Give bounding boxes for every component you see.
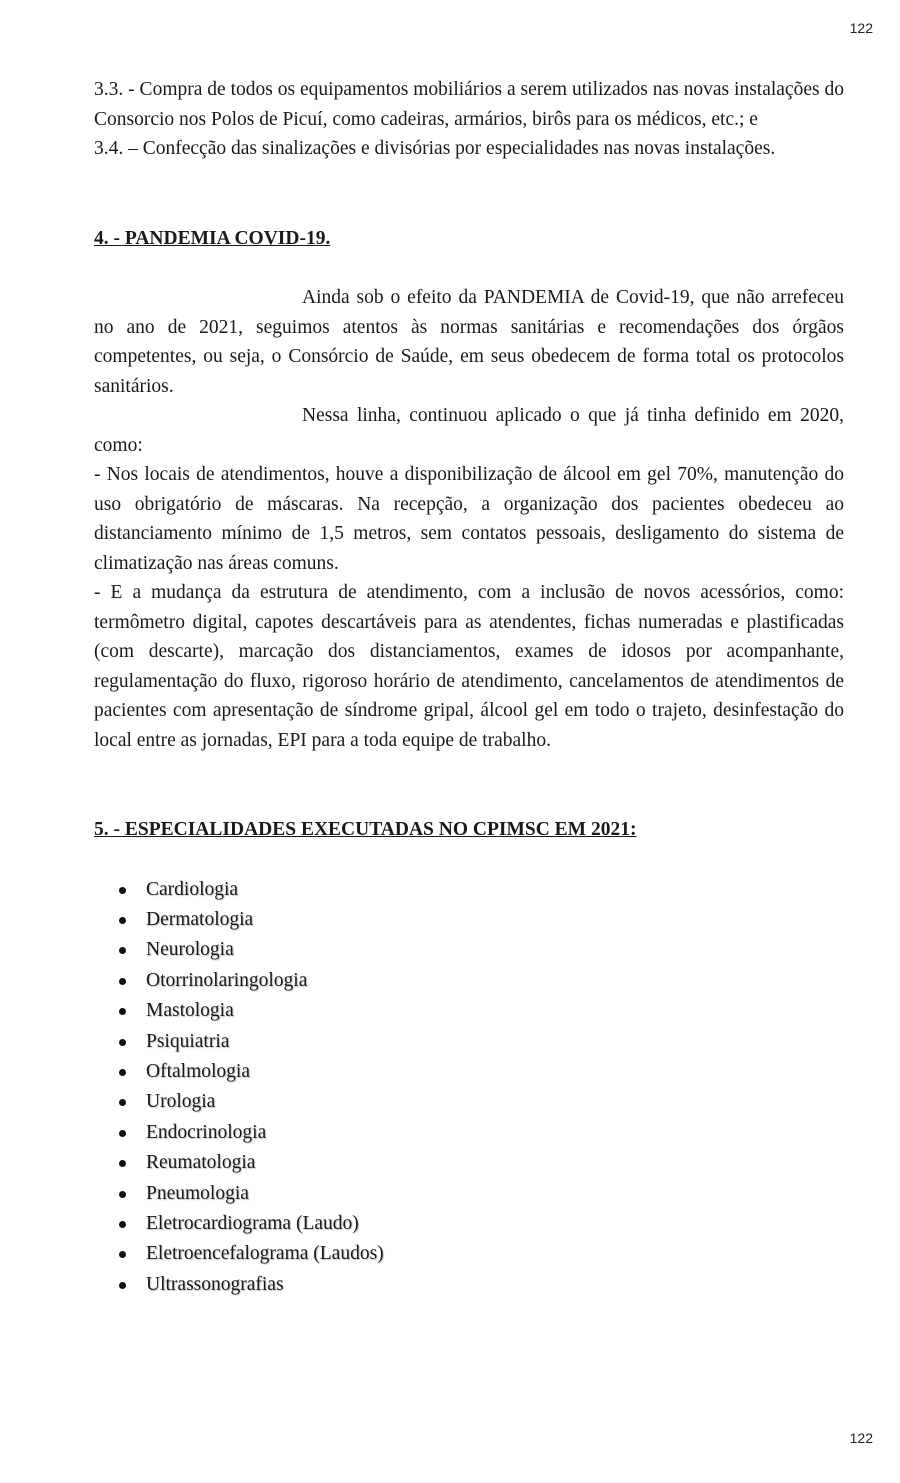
section-4-heading: 4. - PANDEMIA COVID-19. bbox=[94, 227, 331, 249]
list-item: Cardiologia bbox=[94, 875, 844, 905]
list-item: Mastologia bbox=[94, 996, 844, 1026]
item-3-4: 3.4. – Confecção das sinalizações e divisórias por especialidades nas novas instalações. bbox=[94, 138, 776, 159]
bullet-icon bbox=[119, 917, 126, 924]
section-4-paragraph-1: Ainda sob o efeito da PANDEMIA de Covid-19, que não arrefeceu no ano de 2021, seguimos atentos às normas sanitárias e recomendações dos órgãos competentes, ou seja, o Consórcio de Saúde, em seus obedecem de forma total os protocolos sanitários. bbox=[94, 287, 844, 397]
list-item: Neurologia bbox=[94, 935, 844, 965]
bullet-icon bbox=[119, 1191, 126, 1198]
bullet-icon bbox=[119, 947, 126, 954]
bullet-icon bbox=[119, 1039, 126, 1046]
list-item: Ultrassonografias bbox=[94, 1270, 844, 1300]
list-item: Urologia bbox=[94, 1087, 844, 1117]
bullet-icon bbox=[119, 887, 126, 894]
bullet-icon bbox=[119, 1251, 126, 1258]
list-item: Dermatologia bbox=[94, 905, 844, 935]
bullet-icon bbox=[119, 1221, 126, 1228]
list-item: Pneumologia bbox=[94, 1179, 844, 1209]
bullet-icon bbox=[119, 1160, 126, 1167]
spacer bbox=[94, 164, 844, 224]
list-item: Reumatologia bbox=[94, 1148, 844, 1178]
spacer bbox=[94, 845, 844, 875]
bullet-icon bbox=[119, 978, 126, 985]
spacer bbox=[94, 253, 844, 283]
page-number-top: 122 bbox=[849, 20, 873, 36]
item-3-3: 3.3. - Compra de todos os equipamentos mobiliários a serem utilizados nas novas instalações do Consorcio nos Polos de Picuí, como cadeiras, armários, birôs para os médicos, etc.; e bbox=[94, 79, 844, 130]
spacer bbox=[94, 755, 844, 815]
list-item: Oftalmologia bbox=[94, 1057, 844, 1087]
section-5-heading: 5. - ESPECIALIDADES EXECUTADAS NO CPIMSC EM 2021: bbox=[94, 819, 637, 840]
document-body bbox=[94, 75, 844, 1300]
bullet-icon bbox=[119, 1069, 126, 1076]
bullet-icon bbox=[119, 1008, 126, 1015]
section-4-paragraph-3: - Nos locais de atendimentos, houve a disponibilização de álcool em gel 70%, manutenção do uso obrigatório de máscaras. Na recepção, a organização dos pacientes obedeceu ao distanciamento mínimo de 1,5 metros, sem contatos pessoais, desligamento do sistema de climatização nas áreas comuns. bbox=[94, 464, 844, 574]
bullet-icon bbox=[119, 1130, 126, 1137]
specialties-list bbox=[94, 875, 844, 1301]
list-item: Otorrinolaringologia bbox=[94, 966, 844, 996]
bullet-icon bbox=[119, 1282, 126, 1289]
list-item: Psiquiatria bbox=[94, 1027, 844, 1057]
section-4-paragraph-4: - E a mudança da estrutura de atendimento, com a inclusão de novos acessórios, como: termômetro digital, capotes descartáveis para as atendentes, fichas numeradas e plastificadas (com descarte), marcação dos distanciamentos, exames de idosos por acompanhante, regulamentação do fluxo, rigoroso horário de atendimento, cancelamentos de atendimentos de pacientes com apresentação de síndrome gripal, álcool gel em todo o trajeto, desinfestação do local entre as jornadas, EPI para a toda equipe de trabalho. bbox=[94, 582, 844, 751]
page-number-bottom: 122 bbox=[849, 1430, 873, 1446]
section-4-paragraph-2: Nessa linha, continuou aplicado o que já tinha definido em 2020, como: bbox=[94, 405, 844, 456]
bullet-icon bbox=[119, 1099, 126, 1106]
list-item: Endocrinologia bbox=[94, 1118, 844, 1148]
list-item: Eletroencefalograma (Laudos) bbox=[94, 1239, 844, 1269]
list-item: Eletrocardiograma (Laudo) bbox=[94, 1209, 844, 1239]
